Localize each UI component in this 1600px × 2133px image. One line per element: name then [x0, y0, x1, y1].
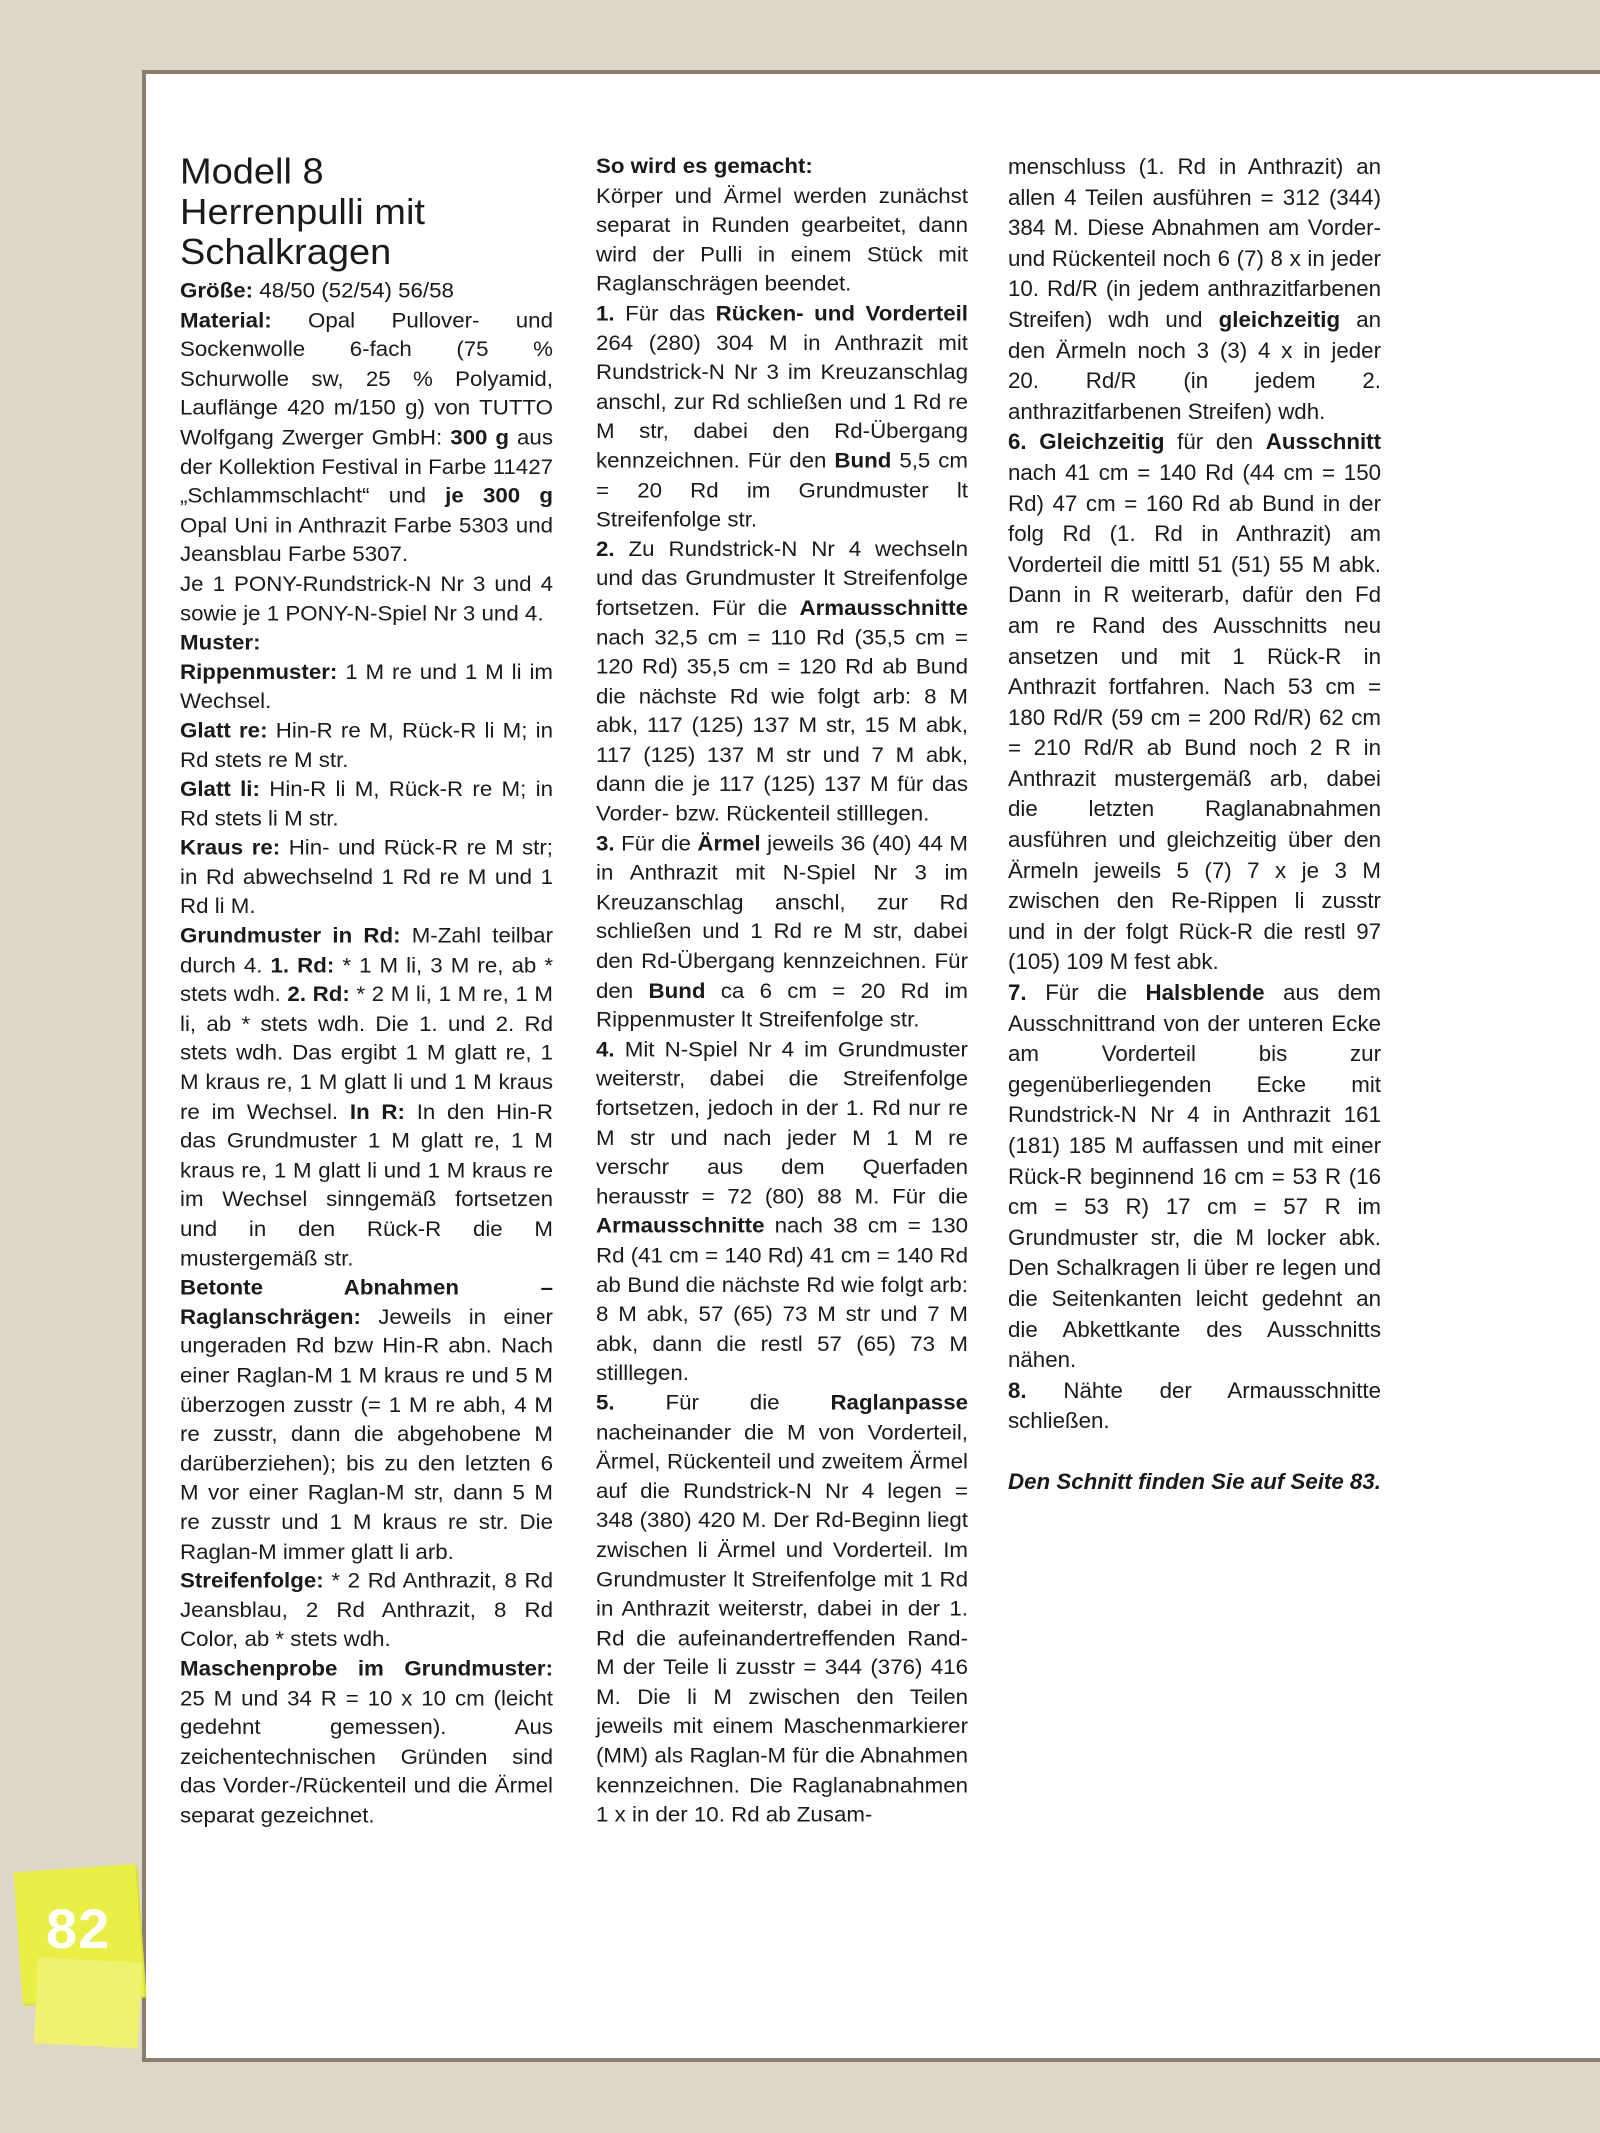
garter-label: Kraus re: [180, 835, 281, 860]
step-text: menschluss (1. Rd in Anthrazit) an allen 4 Teilen ausführen = 312 (344) 384 M. Diese Abnahmen am Vorder- und Rückenteil noch 6 (7) 8 x in jeder 10. Rd/R (in jedem anthrazitfarbenen Streifen) wdh und [1008, 154, 1381, 332]
rib-text: 1 M re und 1 M li im Wechsel. [180, 659, 553, 713]
material-label: Material: [180, 307, 272, 332]
step-keyword: Halsblende [1145, 980, 1265, 1006]
stripe-label: Streifenfolge: [180, 1568, 324, 1593]
page-tab-shadow [34, 1957, 142, 2048]
step-text: nach 38 cm = 130 Rd (41 cm = 140 Rd) 41 cm = 140 Rd ab Bund die nächste Rd wie folgt arb: 8 M abk, 57 (65) 73 M str und 7 M abk, dann die restl 57 (65) 73 M stilllegen. [596, 1213, 968, 1385]
material-text: Opal Pullover- und Sockenwolle 6-fach (75 % Schurwolle sw, 25 % Polyamid, Lauflänge 420 m/150 g) von TUTTO Wolfgang Zwerger GmbH: [180, 307, 553, 450]
step-keyword: Armausschnitte [596, 1213, 765, 1238]
size-paragraph [180, 277, 553, 306]
step-keyword: Raglanpasse [830, 1390, 968, 1415]
reverse-pattern [180, 775, 553, 834]
stockinette-pattern [180, 716, 553, 775]
rib-pattern [180, 658, 553, 717]
step-4 [596, 1035, 968, 1388]
step-number: 2. [596, 536, 615, 561]
column-2 [596, 152, 968, 1830]
size-label: Größe: [180, 278, 254, 303]
needles-paragraph: Je 1 PONY-Rundstrick-N Nr 3 und 4 sowie je 1 PONY-N-Spiel Nr 3 und 4. [180, 571, 553, 625]
step-keyword: Armausschnitte [799, 595, 968, 620]
step-number: 5. [596, 1390, 615, 1415]
pattern-heading [180, 628, 553, 657]
garter-text: Hin- und Rück-R re M str; in Rd abwechselnd 1 Rd re M und 1 Rd li M. [180, 835, 553, 919]
base-round-label: 2. Rd: [287, 982, 350, 1007]
step-number: 7. [1008, 980, 1027, 1006]
step-text: Für die [1026, 980, 1146, 1006]
step-text: Zu Rundstrick-N Nr 4 wechseln und das Grundmuster lt Streifenfolge fortsetzen. Für die [596, 536, 968, 620]
step-keyword: gleichzeitig [1218, 306, 1341, 332]
step-keyword: Gleichzeitig [1026, 429, 1165, 455]
material-text: aus der Kollektion Festival in Farbe 11427 „Schlammschlacht“ und [180, 425, 553, 508]
instructions-heading [596, 152, 968, 181]
step-text: Für das [614, 301, 716, 326]
step-text: nach 41 cm = 140 Rd (44 cm = 150 Rd) 47 cm = 160 Rd ab Bund in der folg Rd (1. Rd in Anthrazit) am Vorderteil die mittl 51 (51) 55 M abk. Dann in R weiterarb, dafür den Fd am re Rand des Ausschnitts neu ansetzen und mit 1 Rück-R in Anthrazit fortfahren. Nach 53 cm = 180 Rd/R (59 cm = 200 Rd/R) 62 cm = 210 Rd/R ab Bund noch 2 R in Anthrazit mustergemäß arb, dabei die letzten Raglanabnahmen ausführen und gleichzeitig über den Ärmeln jeweils 5 (7) 7 x je 3 M zwischen den Re-Rippen li zusstr und in der folgt Rück-R die restl 97 (105) 109 M fest abk. [1008, 459, 1381, 975]
step-number: 6. [1008, 429, 1027, 455]
page-number: 82 [46, 1897, 111, 1960]
material-amount: 300 g [450, 425, 510, 450]
step-3 [596, 829, 968, 1035]
step-2 [596, 535, 968, 829]
base-round-label: 1. Rd: [270, 952, 335, 977]
step-8 [1008, 1376, 1381, 1437]
stockinette-label: Glatt re: [180, 718, 268, 743]
base-pattern [180, 922, 553, 1274]
step-text: an den Ärmeln noch 3 (3) 4 x in jeder 20. Rd/R (in jedem 2. anthrazitfarbenen Streifen) wdh. [1008, 306, 1381, 424]
step-number: 8. [1008, 1377, 1027, 1403]
step-number: 4. [596, 1037, 615, 1062]
step-text: Nähte der Armausschnitte schließen. [1008, 1377, 1381, 1434]
material-text: Opal Uni in Anthrazit Farbe 5303 und Jeansblau Farbe 5307. [180, 513, 553, 567]
raglan-text: Jeweils in einer ungeraden Rd bzw Hin-R abn. Nach einer Raglan-M 1 M kraus re und 5 M überzogen zusstr (= 1 M re abh, 4 M re zusstr, dann die abgehobene M darüberziehen); bis zu den letzten 6 M vor einer Raglan-M str, dann 5 M re zusstr und 1 M kraus re str. Die Raglan-M immer glatt li arb. [180, 1304, 553, 1564]
material-paragraph [180, 306, 553, 570]
step-text: ca 6 cm = 20 Rd im Rippenmuster lt Streifenfolge str. [596, 978, 968, 1032]
base-text: In den Hin-R das Grundmuster 1 M glatt re, 1 M kraus re, 1 M glatt li und 1 M kraus re im Wechsel sinngemäß fortsetzen und in den Rück-R die M mustergemäß str. [180, 1099, 553, 1270]
base-text: * 2 M li, 1 M re, 1 M li, ab * stets wdh. Die 1. und 2. Rd stets wdh. Das ergibt 1 M glatt re, 1 M kraus re, 1 M glatt li und 1 M kraus re im Wechsel. [180, 982, 554, 1124]
column-3 [1008, 152, 1381, 1498]
column-1 [180, 152, 553, 1830]
base-label: Grundmuster in Rd: [180, 923, 401, 948]
base-text: M-Zahl teilbar durch 4. [180, 923, 553, 977]
step-text: für den [1164, 429, 1266, 455]
model-number: Modell 8 [180, 152, 324, 193]
raglan-decreases [180, 1273, 553, 1566]
step-5 [596, 1388, 968, 1830]
instructions-intro: Körper und Ärmel werden zunächst separat in Runden gearbeitet, dann wird der Pulli in einem Stück mit Raglanschrägen beendet. [596, 183, 968, 296]
reverse-text: Hin-R li M, Rück-R re M; in Rd stets li M str. [180, 776, 553, 831]
step-keyword: Ärmel [697, 830, 761, 856]
step-keyword: Bund [648, 978, 706, 1003]
step-text: nacheinander die M von Vorderteil, Ärmel, Rückenteil und zweitem Ärmel auf die Rundstrick-N Nr 4 legen = 348 (380) 420 M. Der Rd-Beginn liegt zwischen li Ärmel und Vorderteil. Im Grundmuster lt Streifenfolge mit 1 Rd in Anthrazit weiterstr, dabei in der 1. Rd die aufeinandertreffenden Rand-M der Teile li zusstr = 344 (376) 416 M. Die li M zwischen den Teilen jeweils mit einem Maschenmarkierer (MM) als Raglan-M für die Abnahmen kennzeichnen. Die Raglanabnahmen 1 x in der 10. Rd ab Zusam- [596, 1419, 968, 1827]
step-text: 5,5 cm = 20 Rd im Grundmuster lt Streifenfolge str. [596, 448, 969, 532]
rib-label: Rippenmuster: [180, 659, 338, 684]
gauge-text: 25 M und 34 R = 10 x 10 cm (leicht gedehnt gemessen). Aus zeichentechnischen Gründen sind das Vorder-/Rückenteil und die Ärmel separat gezeichnet. [180, 1685, 553, 1827]
pattern-heading-label: Muster: [180, 630, 261, 655]
instructions-heading-label: So wird es gemacht: [596, 153, 813, 178]
base-text: * 1 M li, 3 M re, ab * stets wdh. [180, 952, 553, 1007]
step-keyword: Bund [834, 448, 892, 473]
garter-pattern [180, 834, 553, 922]
stripe-sequence [180, 1567, 553, 1655]
step-text: Für die [614, 1390, 831, 1415]
step-text: 264 (280) 304 M in Anthrazit mit Rundstrick-N Nr 3 im Kreuzanschlag anschl, zur Rd schließen und 1 Rd re M str, dabei den Rd-Übergang kennzeichnen. Für den [596, 330, 968, 473]
gauge-label: Maschenprobe im Grundmuster: [180, 1656, 553, 1681]
step-number: 3. [596, 830, 615, 856]
step-text: jeweils 36 (40) 44 M in Anthrazit mit N-Spiel Nr 3 im Kreuzanschlag anschl, zur Rd schließen und 1 Rd re M str, dabei den Rd-Übergang kennzeichnen. Für den [596, 830, 968, 1003]
step-text: Für die [614, 830, 698, 856]
raglan-label: Betonte Abnahmen – Raglanschrägen: [180, 1275, 553, 1329]
stockinette-text: Hin-R re M, Rück-R li M; in Rd stets re M str. [180, 718, 553, 772]
material-amount: je 300 g [445, 483, 553, 508]
gauge [180, 1655, 553, 1831]
reverse-label: Glatt li: [180, 776, 260, 801]
step-number: 1. [596, 301, 615, 326]
step-5-continued [1008, 152, 1381, 427]
page-title: Herrenpulli mit Schalkragen [180, 192, 425, 273]
step-1 [596, 299, 968, 534]
step-text: nach 32,5 cm = 110 Rd (35,5 cm = 120 Rd) 35,5 cm = 120 Rd ab Bund die nächste Rd wie folgt arb: 8 M abk, 117 (125) 137 M str, 15 M abk, 117 (125) 137 M str und 7 M abk, dann die je 117 (125) 137 M für das Vorder- bzw. Rückenteil stilllegen. [596, 624, 968, 826]
step-text: Mit N-Spiel Nr 4 im Grundmuster weiterstr, dabei die Streifenfolge fortsetzen, jedoch in der 1. Rd nur re M str und nach jeder M 1 M re verschr aus dem Querfaden herausstr = 72 (80) 88 M. Für die [596, 1037, 968, 1209]
step-7 [1008, 978, 1381, 1376]
base-rows-label: In R: [349, 1099, 405, 1124]
size-value: 48/50 (52/54) 56/58 [253, 278, 454, 303]
step-6 [1008, 427, 1381, 978]
pattern-reference: Den Schnitt finden Sie auf Seite 83. [1008, 1468, 1381, 1494]
step-keyword: Ausschnitt [1265, 429, 1381, 455]
stripe-text: * 2 Rd Anthrazit, 8 Rd Jeansblau, 2 Rd Anthrazit, 8 Rd Color, ab * stets wdh. [180, 1568, 553, 1652]
step-text: aus dem Ausschnittrand von der unteren Ecke am Vorderteil bis zur gegenüberliegenden Ecke mit Rundstrick-N Nr 4 in Anthrazit 161 (181) 185 M auffassen und mit einer Rück-R beginnend 16 cm = 53 R (16 cm = 53 R) 17 cm = 57 R im Grundmuster str, die M locker abk. Den Schalkragen li über re legen und die Seitenkanten leicht gedehnt an die Abkettkante des Ausschnitts nähen. [1008, 980, 1381, 1373]
step-keyword: Rücken- und Vorderteil [715, 301, 968, 326]
